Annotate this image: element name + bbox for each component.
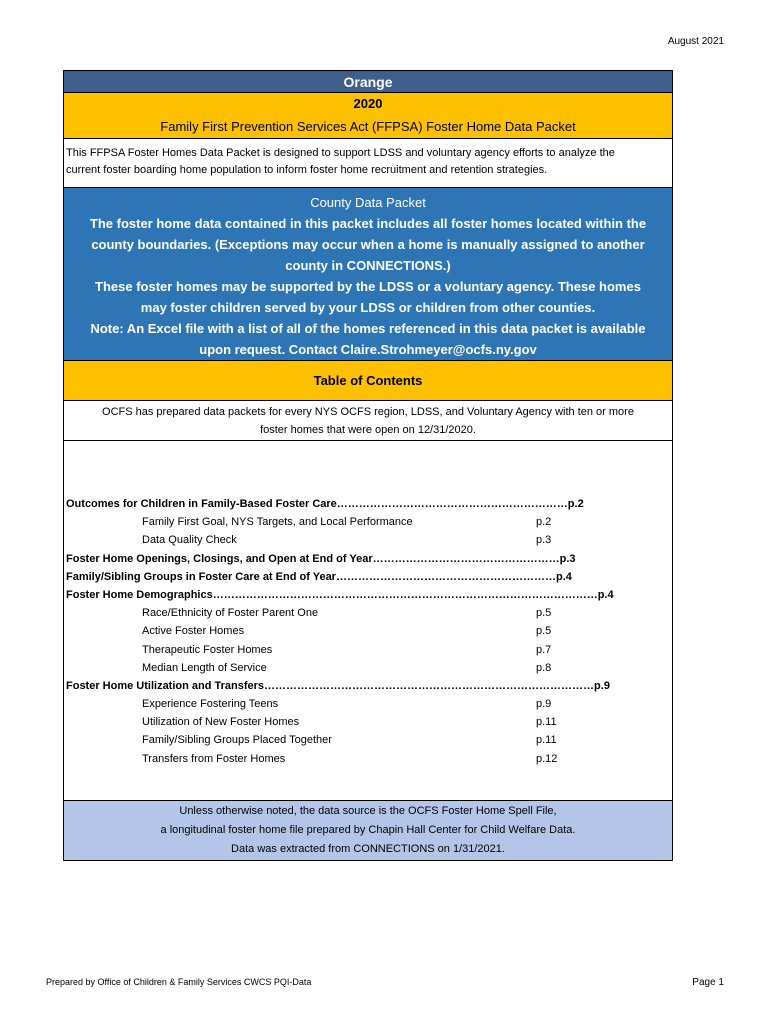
toc-page-number: p.2 <box>536 516 552 529</box>
toc-entry-label: Experience Fostering Teens <box>142 698 279 711</box>
toc-entry-family-first-goal[interactable] <box>66 513 552 531</box>
source-line: a longitudinal foster home file prepared by Chapin Hall Center for Child Welfare Data. <box>160 824 576 836</box>
toc-entry-utilization[interactable] <box>66 677 610 695</box>
toc-entry-label: Family/Sibling Groups in Foster Care at End of Year <box>66 570 336 583</box>
report-date: August 2021 <box>667 36 724 47</box>
source-line: Data was extracted from CONNECTIONS on 1/31/2021. <box>231 843 505 855</box>
toc-entry-openings-closings[interactable] <box>66 550 576 568</box>
toc-leader-dots: ……………………………………………………… <box>336 498 568 510</box>
toc-entry-transfers[interactable] <box>66 750 558 768</box>
toc-entry-label: Family/Sibling Groups Placed Together <box>142 734 332 747</box>
toc-note <box>64 401 672 441</box>
county-packet-line: These foster homes may be supported by the LDSS or a voluntary agency. These homes <box>95 279 641 294</box>
toc-page-number: p.12 <box>536 752 558 765</box>
toc-leader-dots: …………………………………………………………………………………………… <box>212 588 598 601</box>
intro-line: current foster boarding home population to inform foster home recruitment and retention strategies. <box>66 164 548 176</box>
county-packet-line: Note: An Excel file with a list of all of the homes referenced in this data packet is available <box>90 321 646 336</box>
toc-entry-label: Race/Ethnicity of Foster Parent One <box>142 607 319 620</box>
toc-leader-dots: …………………………………………… <box>372 552 560 565</box>
toc-title: Table of Contents <box>64 361 672 401</box>
toc-entry-label: Foster Home Utilization and Transfers <box>66 679 265 692</box>
toc-note-line: foster homes that were open on 12/31/2020. <box>260 424 476 436</box>
toc-entry-label: Outcomes for Children in Family-Based Foster Care <box>66 498 337 510</box>
toc-entry-outcomes[interactable] <box>66 495 584 513</box>
toc-page-number: p.5 <box>536 607 552 620</box>
county-packet-line: county in CONNECTIONS.) <box>285 258 451 273</box>
toc-entry-fostering-teens[interactable] <box>66 695 552 713</box>
toc-entry-placed-together[interactable] <box>66 731 557 749</box>
toc-entry-label: Data Quality Check <box>142 534 237 547</box>
toc-page-number: p.11 <box>536 716 557 729</box>
toc-entry-sibling-groups[interactable] <box>66 568 572 586</box>
toc-page-number: p.9 <box>536 698 552 711</box>
report-year: 2020 <box>64 93 672 114</box>
toc-page-number: p.11 <box>536 734 557 747</box>
county-packet-line: may foster children served by your LDSS or children from other counties. <box>140 300 596 315</box>
county-packet-line: county boundaries. (Exceptions may occur when a home is manually assigned to another <box>91 237 645 252</box>
packet-title: Family First Prevention Services Act (FFPSA) Foster Home Data Packet <box>64 114 672 139</box>
toc-entry-label: Therapeutic Foster Homes <box>142 643 273 656</box>
toc-entry-new-homes[interactable] <box>66 713 557 731</box>
toc-leader-dots: ……………………………………………………………………………… <box>264 679 595 692</box>
intro-line: This FFPSA Foster Homes Data Packet is designed to support LDSS and voluntary agency efforts to analyze the <box>66 147 615 159</box>
toc-entry-race-ethnicity[interactable] <box>66 604 552 622</box>
table-of-contents <box>64 441 672 801</box>
toc-page-number: p.8 <box>536 661 552 674</box>
data-packet-cover <box>63 70 673 861</box>
toc-entry-median-service[interactable] <box>66 659 552 677</box>
data-source-note <box>64 801 672 860</box>
source-line: Unless otherwise noted, the data source is the OCFS Foster Home Spell File, <box>179 805 557 817</box>
toc-entry-label: Foster Home Demographics <box>66 588 213 601</box>
toc-entry-label: Active Foster Homes <box>142 625 245 638</box>
toc-note-line: OCFS has prepared data packets for every NYS OCFS region, LDSS, and Voluntary Agency with ten or more <box>102 406 634 418</box>
toc-entry-label: Foster Home Openings, Closings, and Open at End of Year <box>66 552 373 565</box>
toc-entry-label: Utilization of New Foster Homes <box>142 716 300 729</box>
county-packet-panel <box>64 188 672 361</box>
toc-page-number: p.3 <box>559 552 576 565</box>
toc-page-number: p.9 <box>594 679 610 692</box>
toc-entry-demographics[interactable] <box>66 586 614 604</box>
toc-page-number: p.7 <box>536 643 552 656</box>
toc-entry-label: Median Length of Service <box>142 661 267 674</box>
toc-page-number: p.4 <box>555 570 572 583</box>
toc-list <box>66 495 614 768</box>
toc-entry-therapeutic-homes[interactable] <box>66 641 552 659</box>
footer-prepared-by: Prepared by Office of Children & Family Services CWCS PQI-Data <box>46 977 312 987</box>
page-number: Page 1 <box>692 977 724 988</box>
toc-page-number: p.4 <box>597 588 614 601</box>
county-name: Orange <box>64 71 672 93</box>
toc-page-number: p.3 <box>536 534 552 547</box>
toc-entry-data-quality[interactable] <box>66 531 552 549</box>
intro-text <box>64 139 672 188</box>
toc-leader-dots: …………………………………………………… <box>335 570 556 583</box>
toc-page-number: p.5 <box>536 625 552 638</box>
toc-entry-label: Transfers from Foster Homes <box>142 752 286 765</box>
county-packet-line: The foster home data contained in this packet includes all foster homes located within the <box>89 216 647 231</box>
toc-entry-active-homes[interactable] <box>66 622 552 640</box>
contact-line: upon request. Contact Claire.Strohmeyer@ocfs.ny.gov <box>199 342 537 357</box>
county-packet-heading: County Data Packet <box>310 195 426 210</box>
toc-page-number: p.2 <box>567 498 584 510</box>
toc-entry-label: Family First Goal, NYS Targets, and Local Performance <box>142 516 413 529</box>
